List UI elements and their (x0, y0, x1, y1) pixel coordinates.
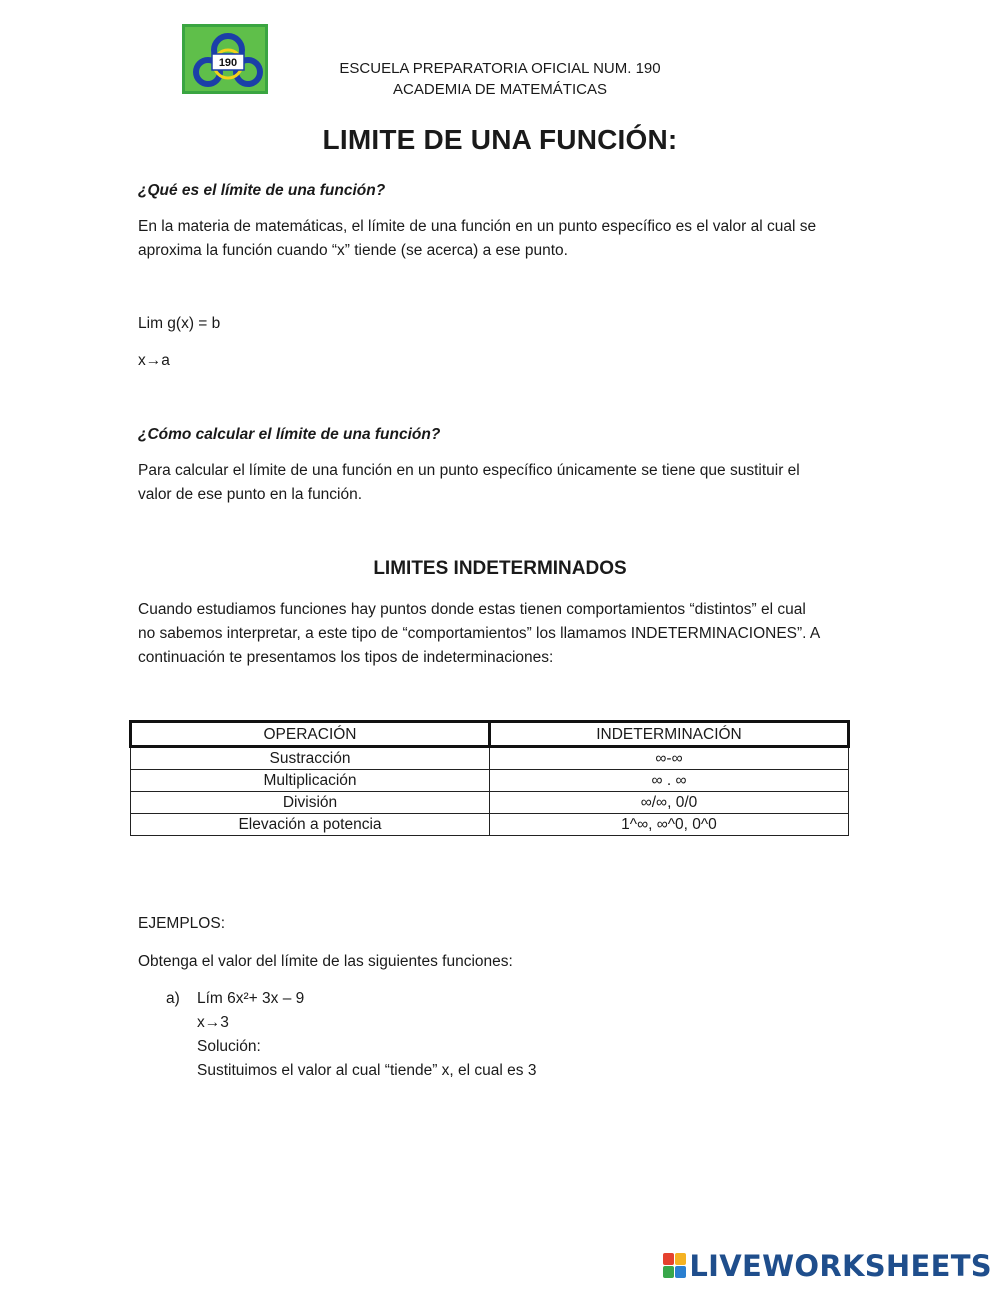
table-cell: División (131, 792, 490, 814)
page-title: LIMITE DE UNA FUNCIÓN: (322, 124, 678, 155)
table-row (131, 747, 849, 770)
table-header-cell: OPERACIÓN (131, 722, 490, 747)
example-approach: x→3 (197, 1014, 229, 1031)
calculation-line-2: valor de ese punto en la función. (138, 486, 363, 503)
school-header (0, 58, 1000, 100)
indeterminate-paragraph (138, 598, 820, 670)
indeterminate-line-1: Cuando estudiamos funciones hay puntos donde estas tienen comportamientos “distintos” el cual (138, 601, 806, 618)
examples-instruction: Obtenga el valor del límite de las siguientes funciones: (138, 953, 513, 970)
table-row (131, 814, 849, 836)
limit-formula: Lim g(x) = b (138, 315, 221, 332)
table-cell: Sustracción (131, 747, 490, 770)
examples-heading: EJEMPLOS: (138, 915, 225, 932)
table-cell: ∞-∞ (490, 747, 849, 770)
academy-name: ACADEMIA DE MATEMÁTICAS (393, 81, 607, 98)
table-header-cell: INDETERMINACIÓN (490, 722, 849, 747)
indeterminate-heading: LIMITES INDETERMINADOS (373, 558, 627, 579)
indeterminate-line-2: no sabemos interpretar, a este tipo de “comportamientos” los llamamos INDETERMINACIONES”. A (138, 625, 821, 642)
definition-paragraph (138, 215, 816, 263)
table-cell: ∞/∞, 0/0 (490, 792, 849, 814)
table-row (131, 792, 849, 814)
liveworksheets-watermark (663, 1249, 992, 1283)
example-solution-text: Sustituimos el valor al cual “tiende” x, el cual es 3 (197, 1062, 537, 1079)
table-cell: Multiplicación (131, 770, 490, 792)
table-cell: ∞ . ∞ (490, 770, 849, 792)
table-cell: 1^∞, ∞^0, 0^0 (490, 814, 849, 836)
indeterminations-table (129, 720, 850, 836)
calculation-line-1: Para calcular el límite de una función en un punto específico únicamente se tiene que sustituir el (138, 462, 800, 479)
liveworksheets-brand: LIVEWORKSHEETS (689, 1249, 992, 1283)
definition-line-2: aproxima la función cuando “x” tiende (se acerca) a ese punto. (138, 242, 568, 259)
table-header-row (131, 722, 849, 747)
indeterminate-line-3: continuación te presentamos los tipos de indeterminaciones: (138, 649, 554, 666)
example-item-label: a) (166, 990, 180, 1007)
question-what-is-limit: ¿Qué es el límite de una función? (138, 182, 386, 199)
example-item-body (197, 987, 536, 1083)
school-name: ESCUELA PREPARATORIA OFICIAL NUM. 190 (339, 60, 661, 77)
example-solution-label: Solución: (197, 1038, 261, 1055)
definition-line-1: En la materia de matemáticas, el límite de una función en un punto específico es el valor al cual se (138, 218, 817, 235)
example-function: Lím 6x²+ 3x – 9 (197, 990, 305, 1007)
calculation-paragraph (138, 459, 800, 507)
logo-number: 190 (218, 57, 238, 69)
limit-formula-subscript: x→a (138, 352, 170, 369)
table-cell: Elevación a potencia (131, 814, 490, 836)
table-row (131, 770, 849, 792)
liveworksheets-badge-icon (663, 1253, 687, 1279)
question-how-to-calculate: ¿Cómo calcular el límite de una función? (138, 426, 441, 443)
